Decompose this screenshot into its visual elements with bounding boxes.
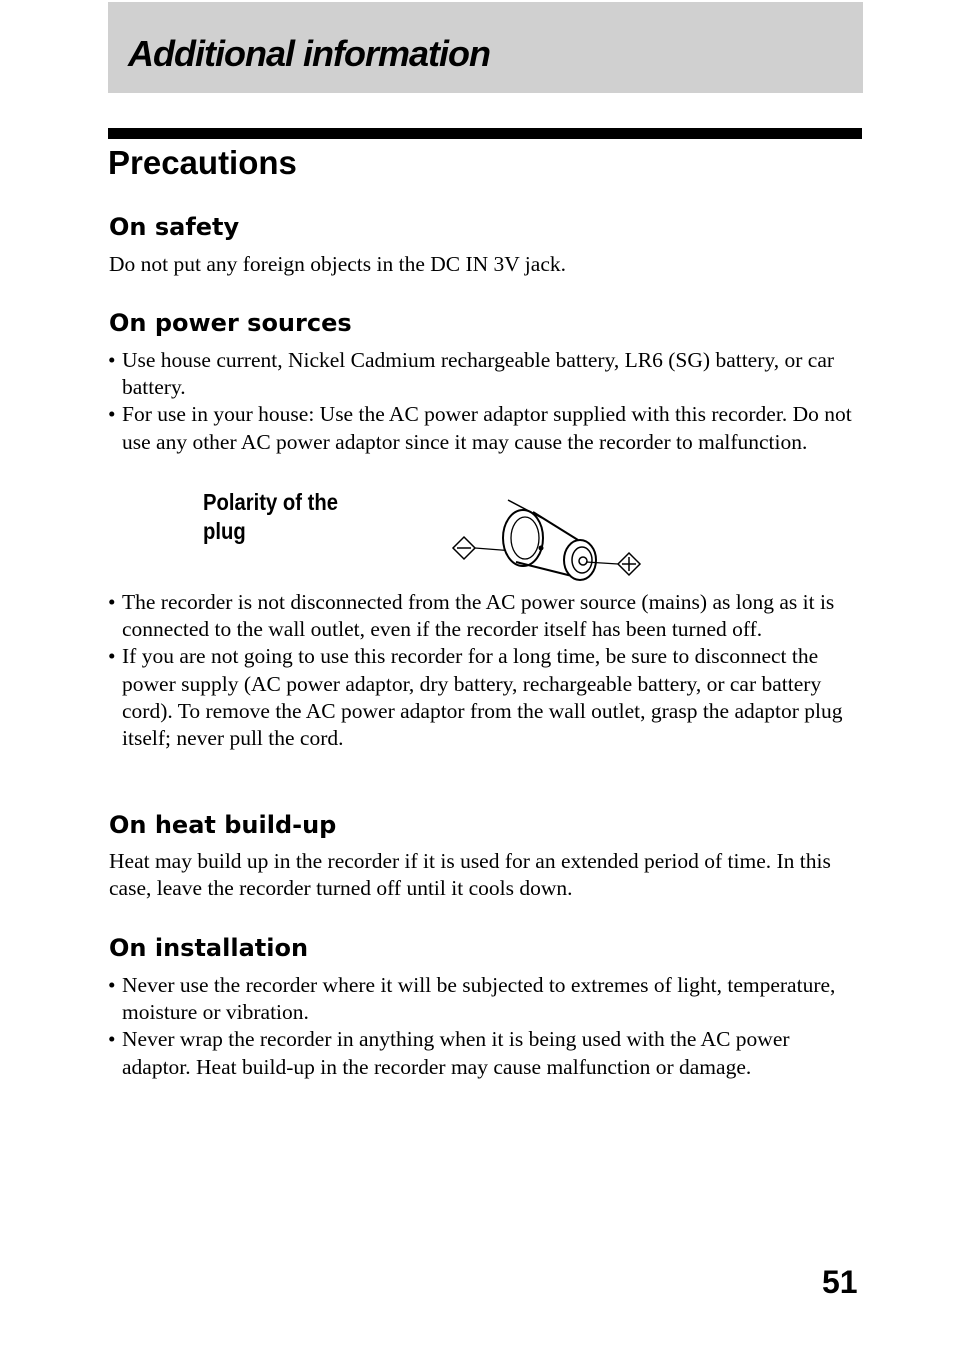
list-item-text: Never use the recorder where it will be subjected to extremes of light, temperature, moisture or vibration. [122,973,836,1025]
minus-icon [453,537,475,559]
list-item [108,1026,860,1080]
list-item-text: If you are not going to use this recorder for a long time, be sure to disconnect the power supply (AC power adaptor, dry battery, rechargeable battery, or car battery cord). To remove the AC power adaptor from the wall outlet, grasp the adaptor plug itself; never pull the cord. [122,644,843,751]
list-item [108,643,860,752]
page-number: 51 [822,1264,858,1300]
title-rule [108,128,862,139]
bullet-glyph: • [108,644,116,669]
bullet-glyph: • [108,590,116,614]
plus-icon [618,553,640,575]
list-item [108,589,860,643]
bullet-glyph: • [108,402,116,427]
list-item-text: Use house current, Nickel Cadmium rechargeable battery, LR6 (SG) battery, or car battery. [122,348,835,400]
plug-polarity-diagram [448,496,648,586]
page-title: Precautions [108,144,297,181]
list-item-text: Never wrap the recorder in anything when it is being used with the AC power adaptor. Heat build-up in the recorder may cause malfunction or damage. [122,1027,790,1079]
power-bullet-list-b [108,589,860,752]
heat-text: Heat may build up in the recorder if it is used for an extended period of time. In this case, leave the recorder turned off until it cools down. [109,849,831,901]
heading-on-safety: On safety [109,213,240,241]
list-item [108,401,860,455]
list-item-text: The recorder is not disconnected from the AC power source (mains) as long as it is connected to the wall outlet, even if the recorder itself has been turned off. [122,590,835,642]
section-banner [108,2,863,93]
heading-on-power-sources: On power sources [109,309,352,337]
bullet-glyph: • [108,973,116,997]
power-bullet-list-a [108,347,860,456]
plug-icon [503,500,596,580]
list-item [108,972,860,1026]
bullet-glyph: • [108,348,116,372]
polarity-label: Polarity of the plug [203,489,338,544]
installation-bullet-list [108,972,860,1081]
heading-on-installation: On installation [109,934,309,962]
section-title: Additional information [128,33,490,74]
heading-on-heat-build-up: On heat build-up [109,811,337,839]
safety-text: Do not put any foreign objects in the DC IN 3V jack. [109,252,566,276]
list-item-text: For use in your house: Use the AC power adaptor supplied with this recorder. Do not use any other AC power adaptor since it may cause the recorder to malfunction. [122,402,852,454]
list-item [108,347,860,401]
bullet-glyph: • [108,1027,116,1052]
